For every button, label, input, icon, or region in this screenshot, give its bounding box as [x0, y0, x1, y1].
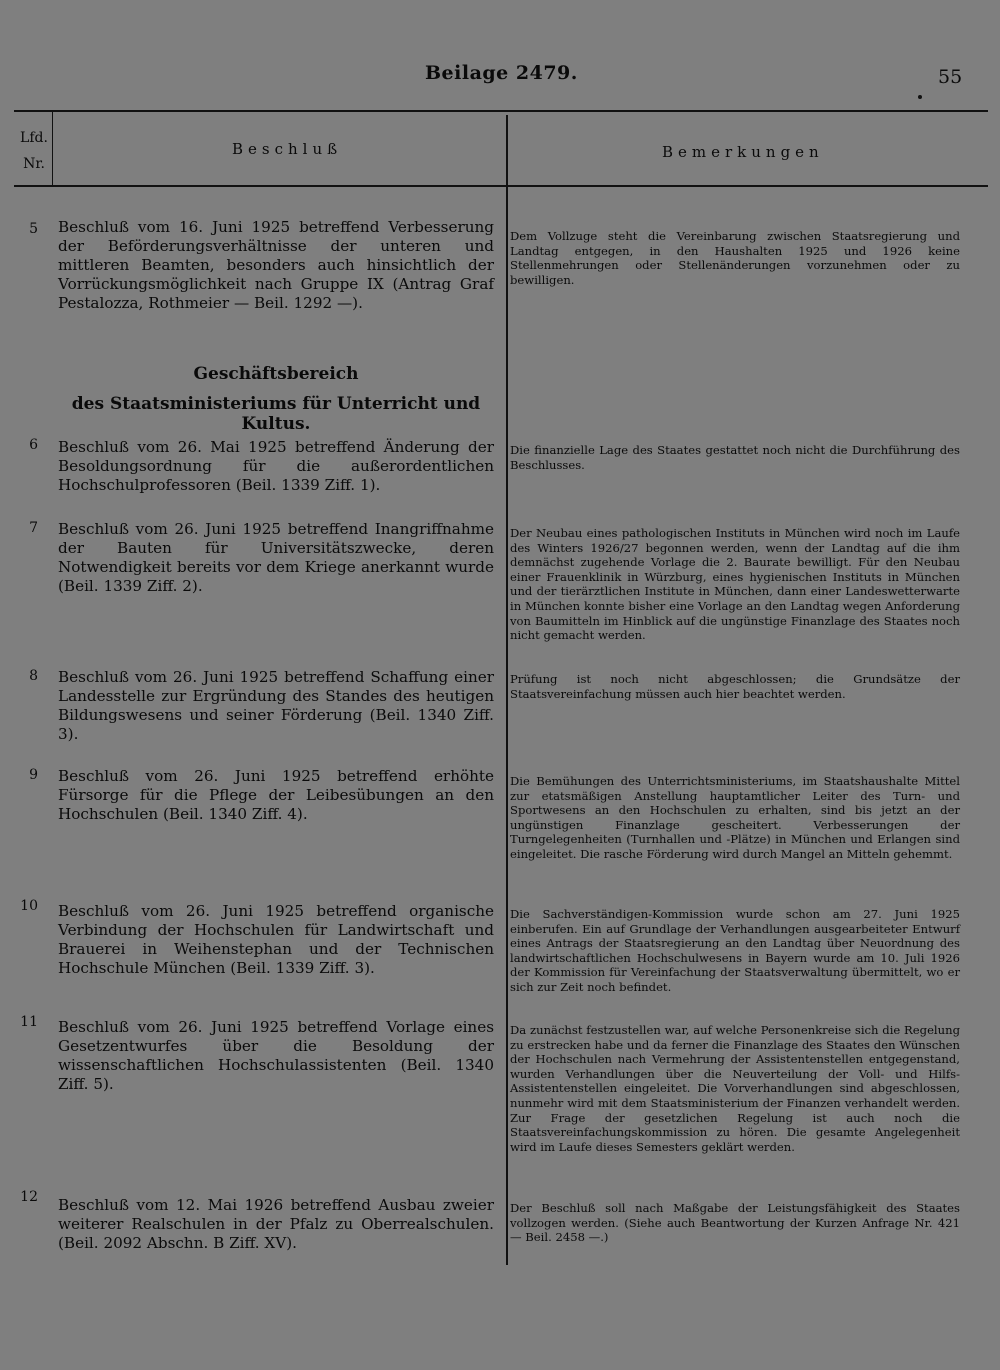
page-header [0, 62, 1000, 92]
decision-text: Beschluß vom 26. Juni 1925 betreffend Inangriffnahme der Bauten für Universitätszwecke, deren Notwendigkeit bereits vor dem Kriege anerkannt wurde (Beil. 1339 Ziff. 2). [58, 520, 494, 596]
row-number: 10 [20, 898, 38, 914]
page-number: 55 [938, 66, 963, 88]
row-number: 6 [29, 437, 38, 453]
column-header-number [18, 125, 50, 177]
section-heading-line1: Geschäftsbereich [193, 364, 359, 384]
row-number: 7 [29, 520, 38, 536]
decision-text: Beschluß vom 26. Mai 1925 betreffend Änderung der Besoldungsordnung für die außerordentlichen Hochschulprofessoren (Beil. 1339 Ziff. 1). [58, 438, 494, 495]
decision-text: Beschluß vom 26. Juni 1925 betreffend Schaffung einer Landesstelle zur Ergründung des Standes des heutigen Bildungswesens und seiner Förderung (Beil. 1340 Ziff. 3). [58, 668, 494, 744]
remark-text: Prüfung ist noch nicht abgeschlossen; die Grundsätze der Staatsvereinfachung müssen auch hier beachtet werden. [510, 672, 960, 701]
decision-text: Beschluß vom 16. Juni 1925 betreffend Verbesserung der Beförderungsverhältnisse der unteren und mittleren Beamten, besonders auch hinsichtlich der Vorrückungsmöglichkeit nach Gruppe IX (Antrag Graf Pestalozza, Rothmeier — Beil. 1292 —). [58, 218, 494, 313]
row-number: 11 [20, 1014, 38, 1030]
section-heading [58, 364, 494, 434]
column-header-number-line1: Lfd. [20, 130, 48, 146]
table-top-rule [14, 110, 988, 112]
row-number: 8 [29, 668, 38, 684]
ink-dot [918, 95, 922, 99]
remark-text: Die finanzielle Lage des Staates gestattet noch nicht die Durchführung des Beschlusses. [510, 443, 960, 472]
section-heading-line2: des Staatsministeriums für Unterricht und Kultus. [71, 394, 481, 434]
column-divider-remarks [506, 115, 508, 1265]
decision-text: Beschluß vom 12. Mai 1926 betreffend Ausbau zweier weiterer Realschulen in der Pfalz zu Oberrealschulen. (Beil. 2092 Abschn. B Ziff. XV). [58, 1196, 494, 1253]
remark-text: Der Neubau eines pathologischen Instituts in München wird noch im Laufe des Winters 1926/27 begonnen werden, wenn der Landtag auf die ihm demnächst zugehende Vorlage die 2. Baurate bewilligt. Für den Neubau einer Frauenklinik in Würzburg, eines hygienischen Instituts in München und der tierärztlichen Institute in München, dann einer Landeswetterwarte in München konnte bisher eine Vorlage an den Landtag wegen Anforderung von Baumitteln im Hinblick auf die ungünstige Finanzlage des Staates noch nicht gemacht werden. [510, 526, 960, 643]
remark-text: Die Sachverständigen-Kommission wurde schon am 27. Juni 1925 einberufen. Ein auf Grundlage der Verhandlungen ausgearbeiteter Entwurf eines Antrags der Staatsregierung an den Landtag über Neuordnung des landwirtschaftlichen Hochschulwesens in Bayern wurde am 10. Juli 1926 der Kommission für Vereinfachung der Staatsverwaltung übermittelt, wo er sich zur Zeit noch befindet. [510, 907, 960, 994]
column-divider-number [52, 110, 53, 187]
remark-text: Da zunächst festzustellen war, auf welche Personenkreise sich die Regelung zu erstrecken habe und da ferner die Finanzlage des Staates den Wünschen der Hochschulen nach Vermehrung der Assistentenstellen entgegenstand, wurden Verhandlungen über die Neuverteilung der Voll- und Hilfs-Assistentenstellen eingeleitet. Die Vorverhandlungen sind abgeschlossen, nunmehr wird mit dem Staatsministerium der Finanzen verhandelt werden. Zur Frage der gesetzlichen Regelung ist auch noch die Staatsvereinfachungskommission zu hören. Die gesamte Angelegenheit wird im Laufe dieses Semesters geklärt werden. [510, 1023, 960, 1154]
remark-text: Der Beschluß soll nach Maßgabe der Leistungsfähigkeit des Staates vollzogen werden. (Siehe auch Beantwortung der Kurzen Anfrage Nr. 421 — Beil. 2458 —.) [510, 1201, 960, 1245]
row-number: 9 [29, 767, 38, 783]
page-title: Beilage 2479. [425, 62, 578, 84]
remark-text: Dem Vollzuge steht die Vereinbarung zwischen Staatsregierung und Landtag entgegen, in den Haushalten 1925 und 1926 keine Stellenmehrungen oder Stellenänderungen vorzunehmen oder zu bewilligen. [510, 229, 960, 287]
column-header-number-line2: Nr. [23, 156, 45, 172]
header-bottom-rule [14, 185, 988, 187]
column-header-remarks: Bemerkungen [662, 143, 824, 161]
row-number: 5 [29, 221, 38, 237]
remark-text: Die Bemühungen des Unterrichtsministeriums, im Staatshaushalte Mittel zur etatsmäßigen Anstellung hauptamtlicher Leiter des Turn- und Sportwesens an den Hochschulen zu erhalten, sind bis jetzt an der ungünstigen Finanzlage gescheitert. Verbesserungen der Turngelegenheiten (Turnhallen und -Plätze) in München und Erlangen sind eingeleitet. Die rasche Förderung wird durch Mangel an Mitteln gehemmt. [510, 774, 960, 861]
decision-text: Beschluß vom 26. Juni 1925 betreffend Vorlage eines Gesetzentwurfes über die Besoldung der wissenschaftlichen Hochschulassistenten (Beil. 1340 Ziff. 5). [58, 1018, 494, 1094]
column-header-decision: Beschluß [232, 140, 343, 158]
decision-text: Beschluß vom 26. Juni 1925 betreffend erhöhte Fürsorge für die Pflege der Leibesübungen an den Hochschulen (Beil. 1340 Ziff. 4). [58, 767, 494, 824]
row-number: 12 [20, 1189, 38, 1205]
decision-text: Beschluß vom 26. Juni 1925 betreffend organische Verbindung der Hochschulen für Landwirtschaft und Brauerei in Weihenstephan und der Technischen Hochschule München (Beil. 1339 Ziff. 3). [58, 902, 494, 978]
